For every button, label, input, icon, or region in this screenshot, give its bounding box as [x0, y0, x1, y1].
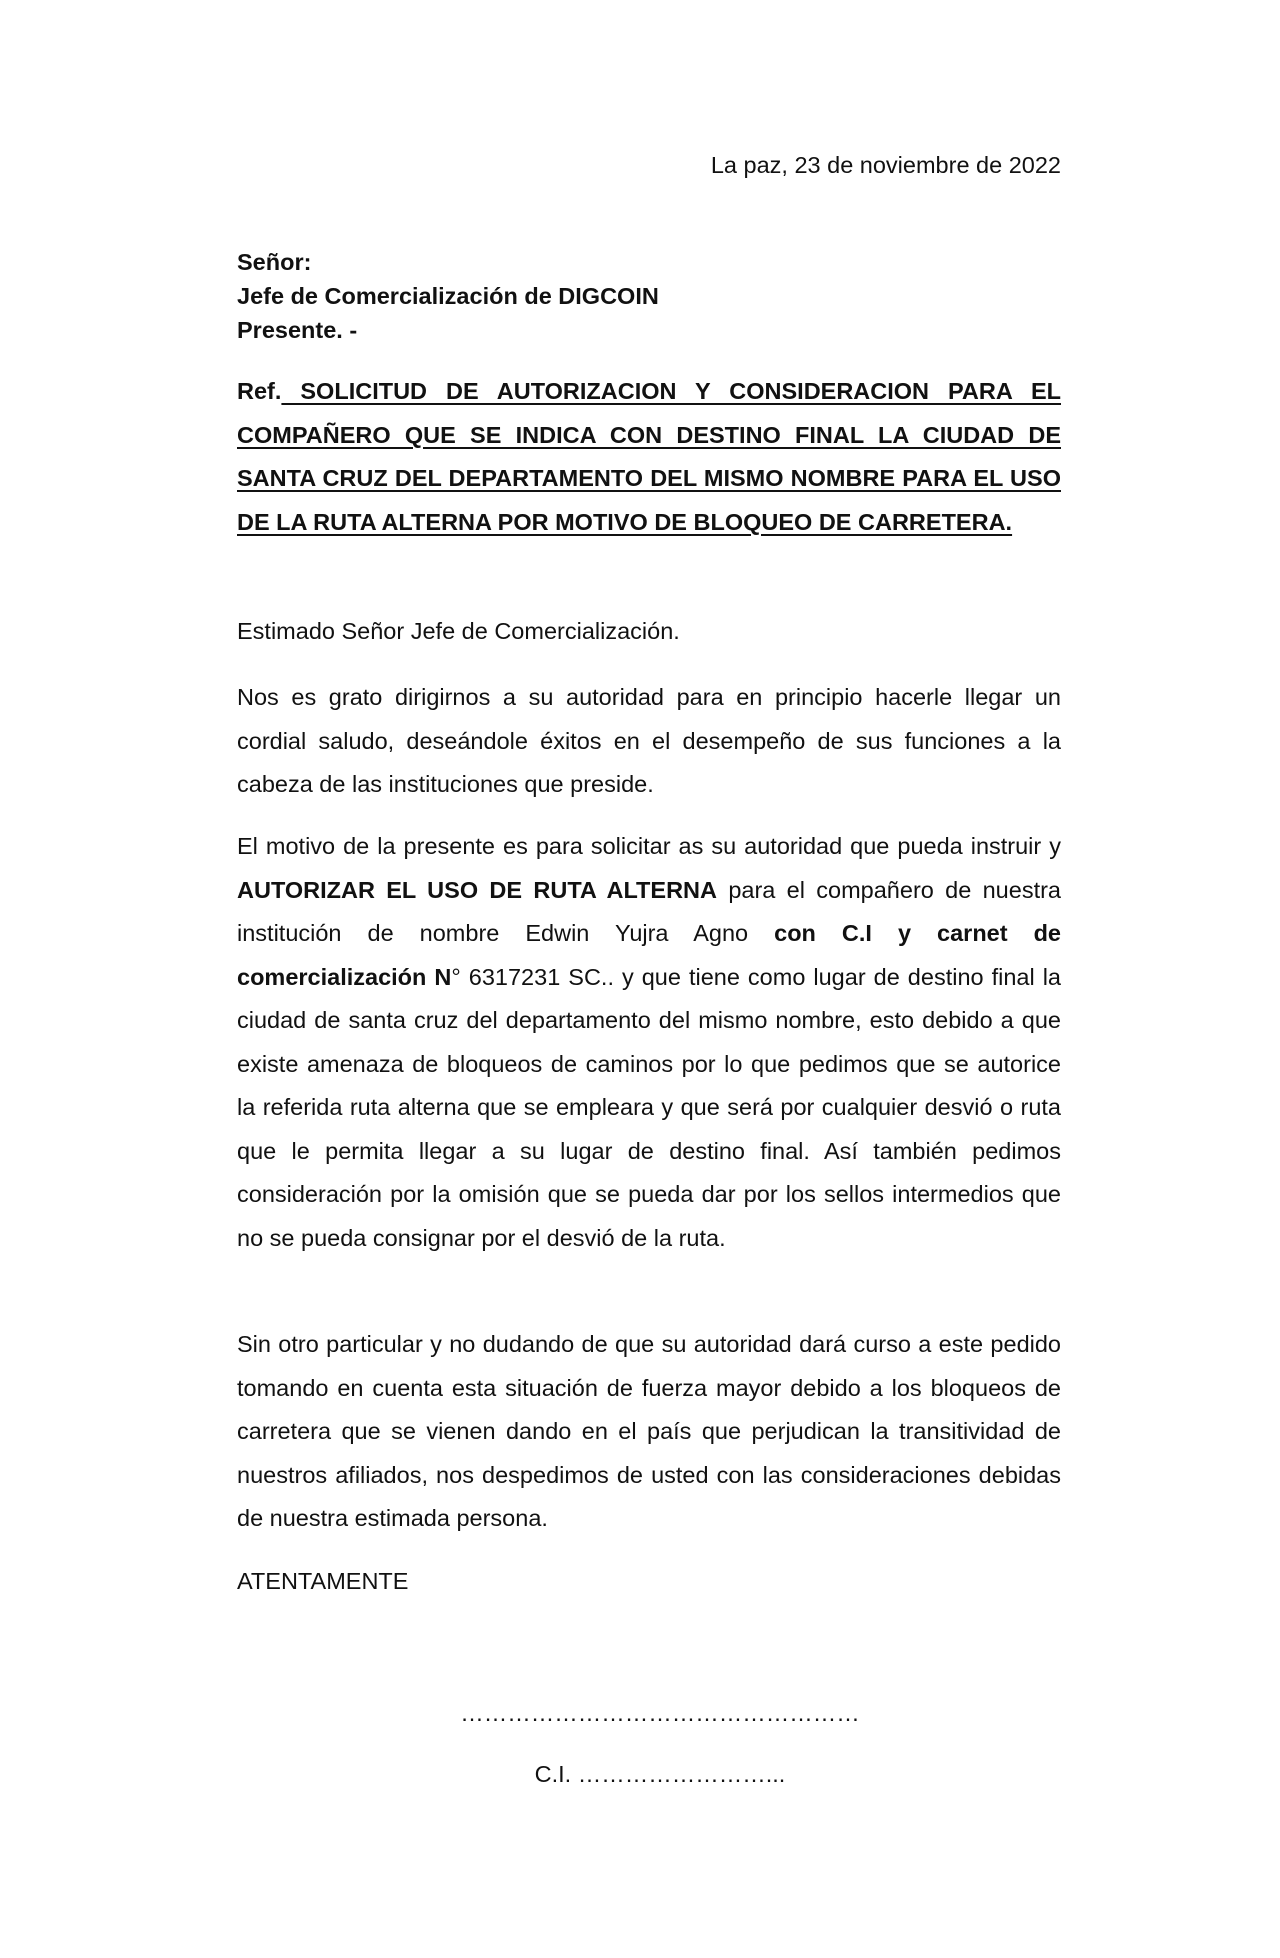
addressee-title: Jefe de Comercialización de DIGCOIN — [237, 283, 659, 309]
reference-text: SOLICITUD DE AUTORIZACION Y CONSIDERACION PARA EL COMPAÑERO QUE SE INDICA CON DESTINO FINAL LA CIUDAD DE SANTA CRUZ DEL DEPARTAMENTO DEL MISMO NOMBRE PARA EL USO DE LA RUTA ALTERNA POR MOTIVO DE BLOQUEO DE CARRETERA. — [237, 378, 1061, 535]
addressee-block — [237, 245, 1061, 347]
addressee-presente: Presente. - — [237, 317, 358, 343]
greeting: Estimado Señor Jefe de Comercialización. — [237, 618, 680, 644]
closing: ATENTAMENTE — [237, 1568, 409, 1594]
paragraph-request-bold1: AUTORIZAR EL USO DE RUTA ALTERNA — [237, 876, 717, 903]
letter-date: La paz, 23 de noviembre de 2022 — [710, 152, 1061, 178]
paragraph-request-part1: El motivo de la presente es para solicitar as su autoridad que pueda instruir y — [237, 833, 1061, 859]
reference-label: Ref. — [237, 378, 282, 404]
paragraph-request — [237, 825, 1061, 1260]
paragraph-farewell: Sin otro particular y no dudando de que su autoridad dará curso a este pedido tomando en cuenta esta situación de fuerza mayor debido a los bloqueos de carretera que se vienen dando en el país que perjudican la transitividad de nuestros afiliados, nos despedimos de usted con las consideraciones debidas de nuestra estimada persona. — [237, 1331, 1061, 1531]
paragraph-request-part2: para el compañero de nuestra institución de nombre Edwin Yujra Agno — [237, 876, 1061, 946]
paragraph-intro: Nos es grato dirigirnos a su autoridad para en principio hacerle llegar un cordial saludo, deseándole éxitos en el desempeño de sus funciones a la cabeza de las instituciones que preside. — [237, 684, 1061, 797]
paragraph-request-part3: ° 6317231 SC.. y que tiene como lugar de destino final la ciudad de santa cruz del departamento del mismo nombre, esto debido a que existe amenaza de bloqueos de caminos por lo que pedimos que se autorice la referida ruta alterna que se empleara y que será por cualquier desvió o ruta que le permita llegar a su lugar de destino final. Así también pedimos consideración por la omisión que se pueda dar por los sellos intermedios que no se pueda consignar por el desvió de la ruta. — [237, 963, 1061, 1251]
reference-block — [237, 370, 1061, 544]
signature-line: …………………………………………… — [460, 1700, 860, 1726]
signature-ci: C.I. ……………………... — [534, 1761, 786, 1787]
paragraph-request-bold2: con C.I y carnet de comercialización N — [237, 920, 1062, 990]
addressee-salutation: Señor: — [237, 249, 312, 275]
